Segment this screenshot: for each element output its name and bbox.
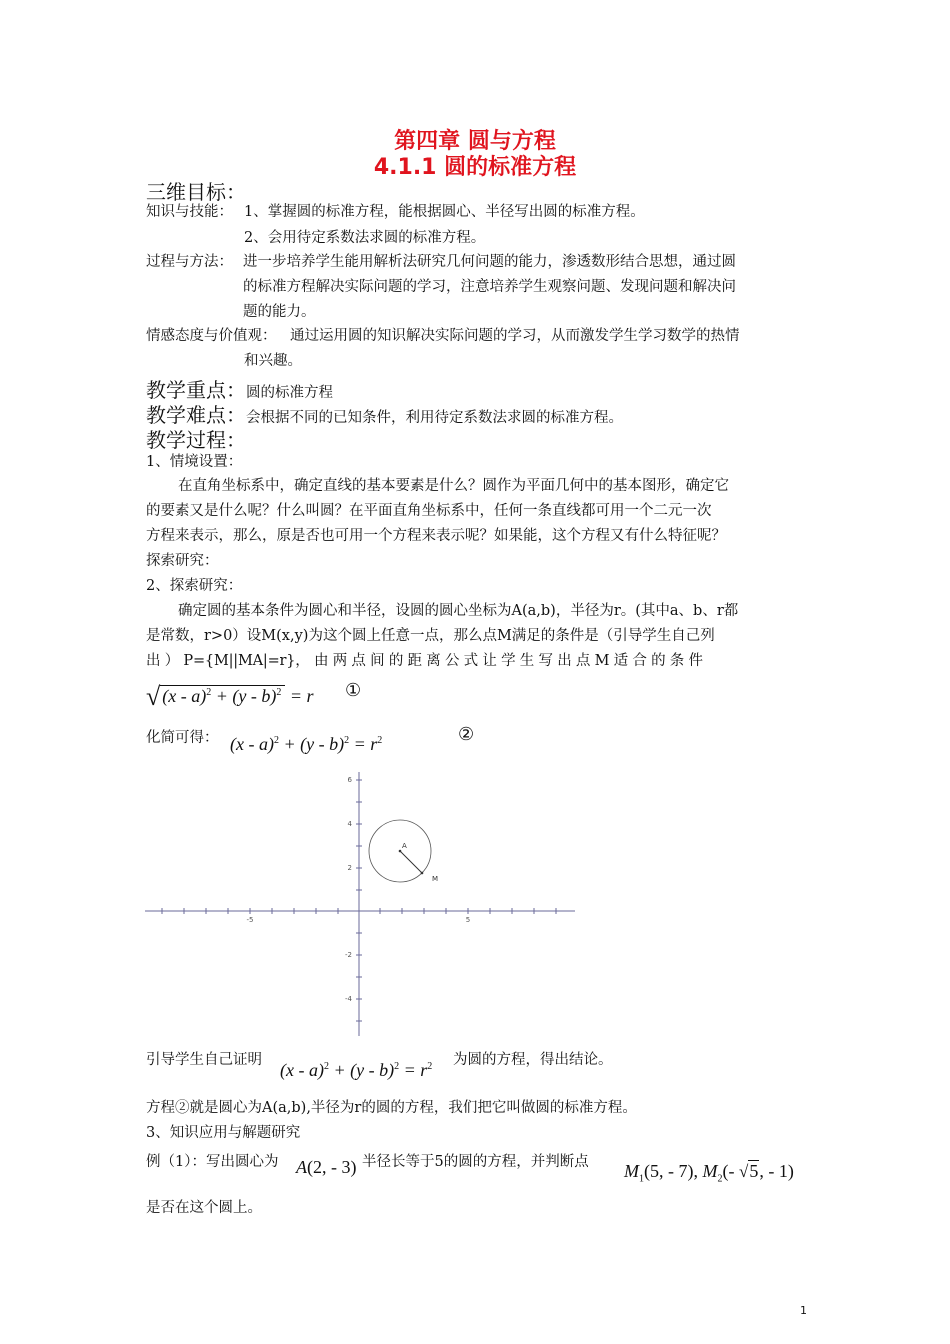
- example-end: 是否在这个圆上。: [146, 1200, 262, 1216]
- section2-line-3: 出 ） P={M||MA|=r}， 由 两 点 间 的 距 离 公 式 让 学 生 写 出 点 M 适 合 的 条 件: [146, 653, 703, 669]
- y-tick-label: -2: [345, 951, 352, 959]
- equation-2-mark: ②: [458, 724, 475, 745]
- key-point-text: 圆的标准方程: [246, 385, 333, 401]
- y-tick-label: 4: [347, 820, 352, 828]
- equation-point-a: A(2, - 3): [296, 1157, 357, 1177]
- key-point-label: 教学重点：: [146, 378, 246, 402]
- section3-heading: 3、知识应用与解题研究: [146, 1125, 301, 1141]
- center-point: [399, 850, 402, 853]
- y-tick-label: 2: [347, 864, 352, 872]
- equation-2: $(x - a)^2 + (y - b)^2 = r^2$: [230, 734, 383, 754]
- section2-heading: 2、探索研究：: [146, 578, 243, 594]
- y-tick-label: 6: [347, 776, 352, 784]
- conclusion: 方程②就是圆心为A(a,b),半径为r的圆的方程，我们把它叫做圆的标准方程。: [146, 1100, 637, 1116]
- section2-line-1: 确定圆的基本条件为圆心和半径，设圆的圆心坐标为A(a,b)，半径为r。(其中a、b、r都: [178, 603, 739, 619]
- circle-graph: [140, 770, 580, 1040]
- process-line-3: 题的能力。: [243, 304, 316, 320]
- knowledge-item-2: 2、会用待定系数法求圆的标准方程。: [244, 230, 486, 246]
- process-label: 过程与方法：: [146, 254, 233, 270]
- process-line-1: 进一步培养学生能用解析法研究几何问题的能力，渗透数形结合思想，通过圆: [243, 254, 736, 270]
- center-label: A: [402, 842, 407, 850]
- section1-line-1: 在直角坐标系中，确定直线的基本要素是什么？圆作为平面几何中的基本图形，确定它: [178, 478, 729, 494]
- y-tick-label: -4: [345, 995, 352, 1003]
- example-prefix: 例（1）：写出圆心为: [146, 1154, 279, 1170]
- chapter-title: 第四章 圆与方程: [394, 129, 556, 154]
- point-m: [421, 872, 424, 875]
- x-tick-label: -5: [246, 916, 254, 924]
- section1-heading: 1、情境设置：: [146, 454, 243, 470]
- page-number: 1: [800, 1304, 807, 1317]
- section2-line-2: 是常数，r>0）设M(x,y)为这个圆上任意一点，那么点M满足的条件是（引导学生自己列: [146, 628, 715, 644]
- equation-3: $(x - a)^2 + (y - b)^2 = r^2$: [280, 1060, 433, 1080]
- knowledge-item-1: 1、掌握圆的标准方程，能根据圆心、半径写出圆的标准方程。: [244, 204, 645, 220]
- equation-points-m: $M_1(5$, - 7), $M_2(-$ √5, - 1): [624, 1161, 794, 1185]
- section1-line-3: 方程来表示，那么，原是否也可用一个方程来表示呢？如果能，这个方程又有什么特征呢？: [146, 528, 726, 544]
- emotion-line-2: 和兴趣。: [244, 353, 302, 369]
- point-m-label: M: [432, 875, 439, 883]
- section-title: 4.1.1 圆的标准方程: [373, 155, 577, 180]
- knowledge-label: 知识与技能：: [146, 204, 233, 220]
- proof-suffix: 为圆的方程，得出结论。: [453, 1052, 613, 1068]
- emotion-line-1: 通过运用圆的知识解决实际问题的学习，从而激发学生学习数学的热情: [290, 328, 740, 344]
- difficulty-text: 会根据不同的已知条件，利用待定系数法求圆的标准方程。: [246, 410, 623, 426]
- difficulty-label: 教学难点：: [146, 403, 246, 427]
- process-line-2: 的标准方程解决实际问题的学习，注意培养学生观察问题、发现问题和解决问: [243, 279, 736, 295]
- example-mid: 半径长等于5的圆的方程，并判断点: [362, 1154, 589, 1170]
- simplify-label: 化简可得：: [146, 730, 219, 746]
- goals-heading: 三维目标：: [146, 180, 246, 204]
- radius-segment: [400, 851, 422, 873]
- x-tick-label: 5: [465, 916, 471, 924]
- section1-line-2: 的要素又是什么呢？什么叫圆？在平面直角坐标系中，任何一条直线都可用一个二元一次: [146, 503, 712, 519]
- emotion-label: 情感态度与价值观：: [146, 328, 277, 344]
- equation-1-mark: ①: [345, 680, 362, 701]
- equation-1: √ (x - a)$^2$ + (y - b)$^2$ = r: [146, 682, 314, 711]
- section1-line-4: 探索研究：: [146, 553, 219, 569]
- proof-prefix: 引导学生自己证明: [146, 1052, 262, 1068]
- process-heading: 教学过程：: [146, 428, 246, 452]
